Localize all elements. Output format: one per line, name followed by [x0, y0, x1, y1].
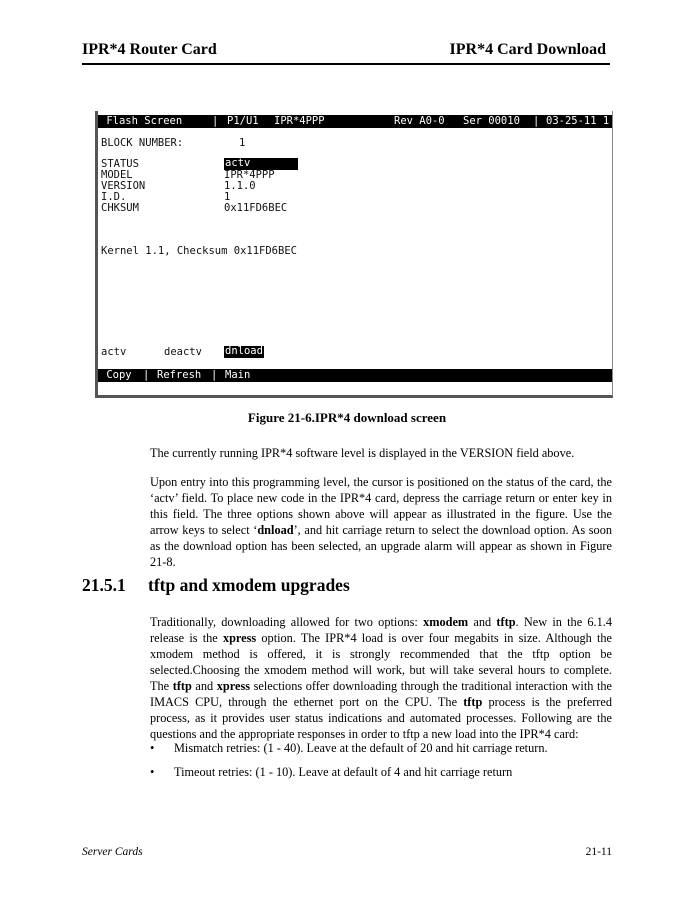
footer-left: Server Cards	[82, 846, 143, 858]
menu-refresh[interactable]: Refresh	[157, 369, 202, 381]
terminal-title-bar	[98, 115, 612, 128]
list-item: • Timeout retries: (1 - 10). Leave at default of 4 and hit carriage return	[150, 765, 513, 779]
header-title-right: IPR*4 Card Download	[449, 41, 606, 58]
field-label-model: MODEL	[101, 169, 133, 181]
title-ser: Ser 00010	[463, 115, 520, 127]
kernel-info: Kernel 1.1, Checksum 0x11FD6BEC	[101, 245, 297, 257]
menu-copy[interactable]: Copy	[100, 369, 132, 381]
bullet-symbol: •	[150, 741, 155, 755]
field-value-model: IPR*4PPP	[224, 169, 275, 181]
section-heading	[82, 575, 350, 596]
bullet-symbol: •	[150, 765, 155, 779]
menu-sep-2: |	[211, 369, 218, 381]
paragraph-version: The currently running IPR*4 software level is displayed in the VERSION field above.	[150, 446, 575, 460]
page-number: 21-11	[585, 846, 612, 858]
field-value-version: 1.1.0	[224, 180, 256, 192]
list-item: • Mismatch retries: (1 - 40). Leave at the default of 20 and hit carriage return.	[150, 741, 548, 755]
header-title-left: IPR*4 Router Card	[82, 41, 217, 58]
section-title: tftp and xmodem upgrades	[148, 575, 350, 595]
field-value-chksum: 0x11FD6BEC	[224, 202, 288, 214]
title-sep-1: |	[212, 115, 219, 127]
field-value-id: 1	[224, 191, 231, 203]
section-number: 21.5.1	[82, 575, 126, 595]
block-number-value: 1	[239, 137, 246, 149]
terminal-screenshot	[95, 111, 613, 398]
title-date: 03-25-11 1	[546, 115, 610, 127]
paragraph-entry: Upon entry into this programming level, the cursor is positioned on the status of the card, the ‘actv’ field. To place new code in the IPR*4 card, depress the carriage return or enter key in this field. The three options shown above will appear as illustrated in the figure. Use the arrow keys to select ‘dnload’, and hit carriage return to select the download option. As soon as the download option has been selected, an upgrade alarm will appear as shown in Figure 21-8.	[150, 475, 613, 569]
field-label-chksum: CHKSUM	[101, 202, 139, 214]
option-dnload[interactable]: dnload	[225, 345, 263, 357]
figure-caption: Figure 21-6.IPR*4 download screen	[247, 410, 447, 425]
field-label-id: I.D.	[101, 191, 127, 203]
title-screen: Flash Screen	[100, 115, 183, 127]
block-number-label: BLOCK NUMBER:	[101, 137, 184, 149]
status-field[interactable]: actv	[224, 158, 298, 170]
menu-main[interactable]: Main	[225, 369, 251, 381]
terminal-menu-bar	[98, 369, 612, 382]
header-rule	[82, 63, 610, 65]
title-rev: Rev A0-0	[394, 115, 445, 127]
option-actv[interactable]: actv	[101, 346, 127, 358]
paragraph-upgrades: Traditionally, downloading allowed for two options: xmodem and tftp. New in the 6.1.4 release is the xpress option. The IPR*4 load is over four megabits in size. Although the xmodem method is offered, it is strongly recommended that the tftp option be selected.Choosing the xmodem method will work, but will take several hours to complete. The tftp and xpress selections offer downloading through the traditional interaction with the IMACS CPU, through the ethernet port on the CPU. The tftp process is the preferred process, as it provides user status indications and automated processes. Following are the questions and the appropriate responses in order to tftp a new load into the IPR*4 card:	[150, 615, 613, 741]
field-label-status: STATUS	[101, 158, 139, 170]
option-deactv[interactable]: deactv	[164, 346, 202, 358]
title-sep-2: |	[533, 115, 540, 127]
title-slot: P1/U1	[227, 115, 259, 127]
field-label-version: VERSION	[101, 180, 146, 192]
title-card: IPR*4PPP	[274, 115, 325, 127]
menu-sep-1: |	[143, 369, 150, 381]
